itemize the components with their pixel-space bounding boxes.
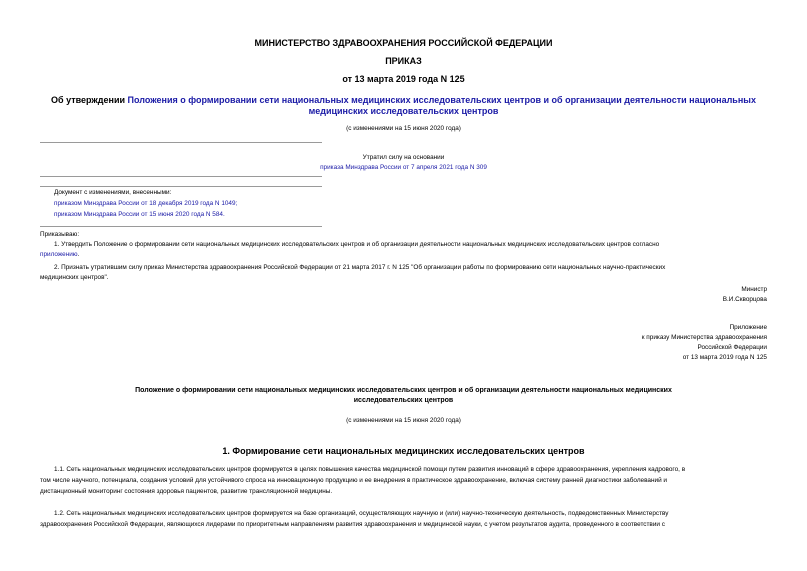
regulation-title-line2: исследовательских центров [353,397,454,404]
edition-note: (с изменениями на 15 июня 2020 года) [346,125,461,132]
regulation-link[interactable]: Положения о формировании сети национальных медицинских исследовательских центров и об организации деятельности национальных [127,95,756,105]
paragraph-1-1-line2: том числе научного, потенциала, создания условий для устойчивого спроса на инновационную продукцию и ее внедрения в практическое здравоохранение, включая систему ранней диагностики заболеваний и [40,477,667,484]
order-title [0,95,807,106]
paragraph-1-1-line3: дистанционный мониторинг состояния здоровья пациентов, развитие трансляционной медицины. [40,488,333,495]
order-item-2: 2. Признать утратившим силу приказ Министерства здравоохранения Российской Федерации от 21 марта 2017 г. N 125 "Об организации работы по формированию сети национальных научно-практических [54,264,666,271]
amendments-heading: Документ с изменениями, внесенными: [54,189,172,196]
paragraph-1-2-line2: здравоохранения Российской Федерации, являющихся лидерами по приоритетным направлениям развития здравоохранения и медицинской науки, с учетом результатов аудита, проведенного в соответствии с [40,521,665,528]
ministry-heading: МИНИСТЕРСТВО ЗДРАВООХРАНЕНИЯ РОССИЙСКОЙ ФЕДЕРАЦИИ [254,38,553,48]
order-item-1-end: приложению. [40,251,80,258]
signer-title: Министр [741,286,767,293]
paragraph-1-1-line1: 1.1. Сеть национальных медицинских исследовательских центров формируется в целях повышения качества медицинской помощи путем развития инноваций в сфере здравоохранения, укрепления кадрового, в [54,466,686,473]
regulation-title: Положение о формировании сети национальных медицинских исследовательских центров и об организации деятельности национальных медицинских [135,387,672,394]
regulation-edition-note: (с изменениями на 15 июня 2020 года) [346,417,461,424]
appendix-ref-4: от 13 марта 2019 года N 125 [682,354,767,361]
lapse-notice-link[interactable]: приказа Минздрава России от 7 апреля 2021 года N 309 [320,164,487,171]
order-intro: Приказываю: [40,231,80,238]
divider [40,186,322,187]
date-number: от 13 марта 2019 года N 125 [342,74,465,84]
appendix-ref-3: Российской Федерации [697,344,767,351]
order-title-prefix: Об утверждении [51,95,128,105]
appendix-ref-2: к приказу Министерства здравоохранения [641,334,767,341]
amendment-link-1[interactable]: приказом Минздрава России от 18 декабря 2019 года N 1049; [54,200,238,207]
amendment-link-2[interactable]: приказом Минздрава России от 15 июня 2020 года N 584. [54,211,225,218]
order-item-1-text: 1. Утвердить Положение о формировании сети национальных медицинских исследовательских центров и об организации деятельности национальных медицинских исследовательских центров согласно [54,241,660,248]
paragraph-1-2-line1: 1.2. Сеть национальных медицинских исследовательских центров формируется на базе организаций, осуществляющих научную и (или) научно-техническую деятельность, подведомственных Министерству [54,510,669,517]
appendix-ref-1: Приложение [729,324,767,331]
appendix-link[interactable]: приложению [40,251,78,258]
order-item-1 [40,240,768,251]
divider [40,226,322,227]
regulation-link-line2[interactable]: медицинских исследовательских центров [308,106,499,116]
signer-name: В.И.Скворцова [722,296,767,303]
section-1-title: 1. Формирование сети национальных медицинских исследовательских центров [222,446,585,456]
divider [40,176,322,177]
divider [40,142,322,143]
order-item-2-line2: медицинских центров". [40,274,109,281]
doc-type: ПРИКАЗ [385,56,422,66]
lapse-notice: Утратил силу на основании [362,154,445,161]
